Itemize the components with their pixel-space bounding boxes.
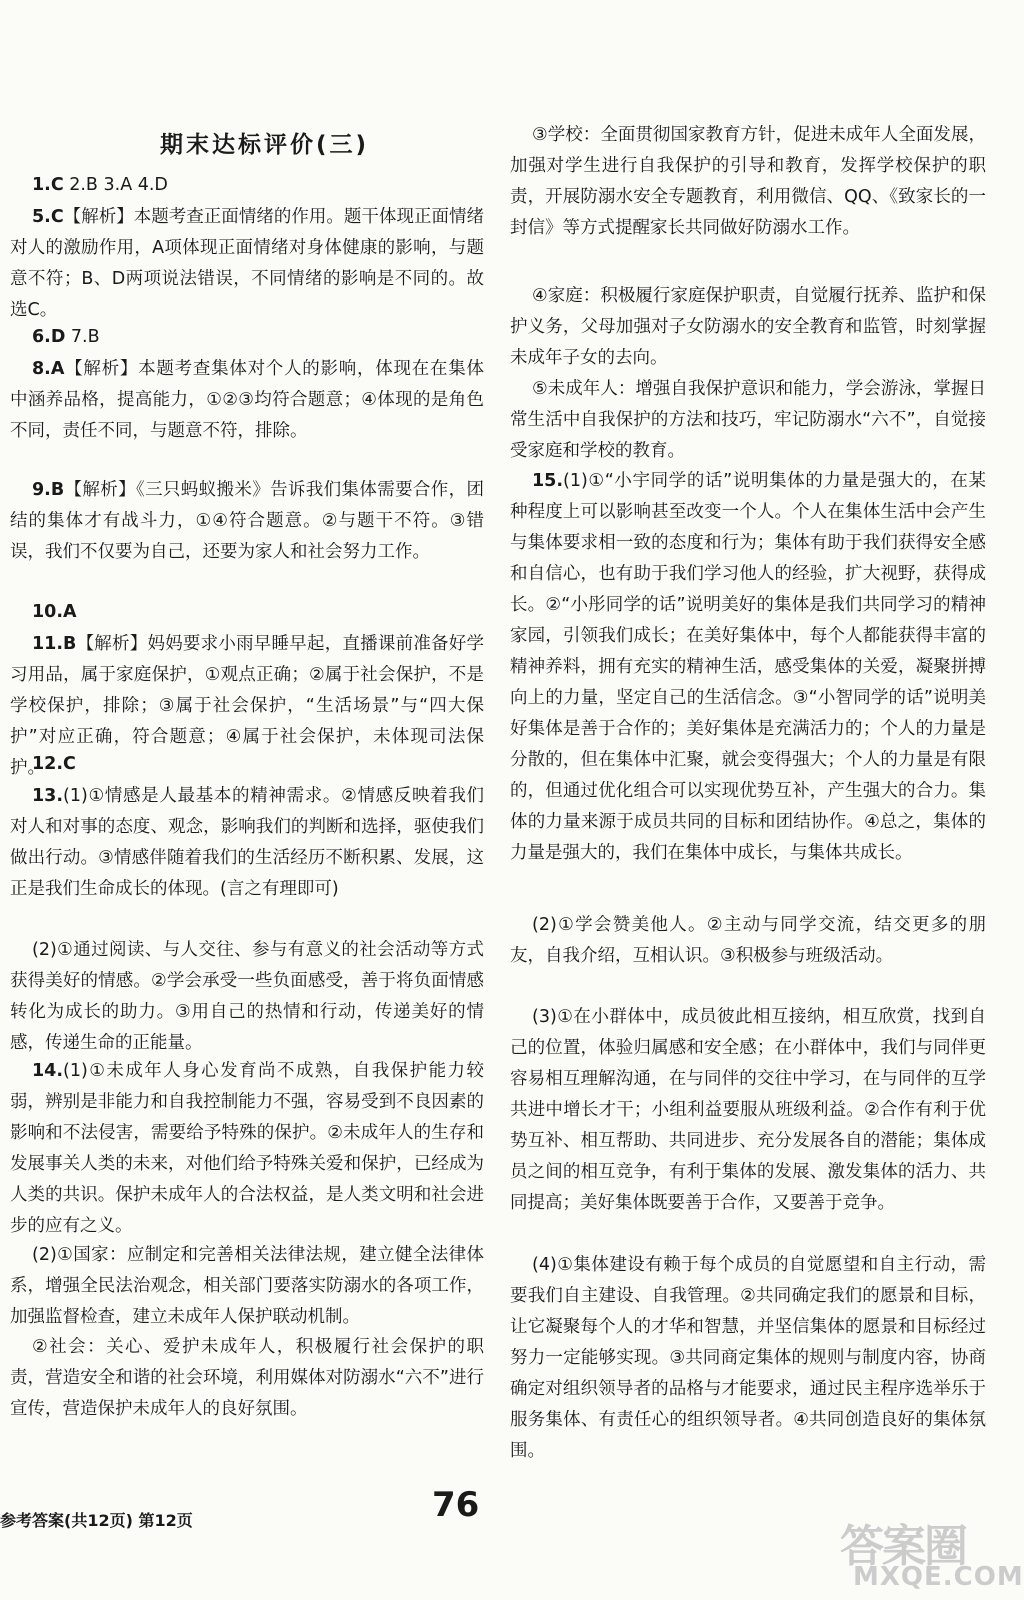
question-number: 9.B xyxy=(32,480,65,500)
answer-text: ④家庭：积极履行家庭保护职责，自觉履行抚养、监护和保护义务，父母加强对子女防溺水的安全教育和监管，时刻掌握未成年子女的去向。 xyxy=(510,286,986,368)
question-number: 13. xyxy=(32,786,64,806)
answer-paragraph xyxy=(10,1240,484,1333)
watermark-text: 答案圈 xyxy=(840,1521,966,1572)
answer-paragraph xyxy=(510,374,986,467)
answer-text: 2.B 3.A 4.D xyxy=(63,175,168,195)
answer-text: 【解析】妈妈要求小雨早睡早起，直播课前准备好学习用品，属于家庭保护，①观点正确；②属于社会保护，不是学校保护，排除；③属于社会保护，“生活场景”与“四大保护”对应正确，符合题意；④属于社会保护，未体现司法保护。 xyxy=(10,634,484,778)
page-number: 76 xyxy=(432,1485,480,1525)
answer-paragraph xyxy=(10,781,484,905)
answer-paragraph xyxy=(510,1002,986,1219)
answer-paragraph xyxy=(510,120,986,244)
watermark-url: MXQE.COM xyxy=(853,1562,1024,1592)
watermark-logo xyxy=(835,1510,1024,1595)
answer-paragraph xyxy=(10,475,484,568)
answer-text: (1)①情感是人最基本的精神需求。②情感反映着我们对人和对事的态度、观念，影响我们的判断和选择，驱使我们做出行动。③情感伴随着我们的生活经历不断积累、发展，这正是我们生命成长的体现。(言之有理即可) xyxy=(10,786,484,899)
answer-text: (1)①未成年人身心发育尚不成熟，自我保护能力较弱，辨别是非能力和自我控制能力不强，容易受到不良因素的影响和不法侵害，需要给予特殊的保护。②未成年人的生存和发展事关人类的未来，对他们给予特殊关爱和保护，已经成为人类的共识。保护未成年人的合法权益，是人类文明和社会进步的应有之义。 xyxy=(10,1061,484,1236)
answer-paragraph xyxy=(10,1332,484,1425)
answer-text: (2)①学会赞美他人。②主动与同学交流，结交更多的朋友，自我介绍，互相认识。③积极参与班级活动。 xyxy=(510,915,986,966)
question-number: 8.A xyxy=(32,359,65,379)
answer-paragraph xyxy=(10,597,484,628)
answer-paragraph xyxy=(10,170,484,201)
answer-paragraph xyxy=(10,749,484,780)
question-number: 6.D xyxy=(32,327,66,347)
answer-text: (2)①国家：应制定和完善相关法律法规，建立健全法律体系，增强全民法治观念，相关部门要落实防溺水的各项工作，加强监督检查，建立未成年人保护联动机制。 xyxy=(10,1245,484,1327)
answer-paragraph xyxy=(510,1250,986,1467)
question-number: 10.A xyxy=(32,602,77,622)
question-number: 14. xyxy=(32,1061,64,1081)
answer-text: ②社会：关心、爱护未成年人，积极履行社会保护的职责，营造安全和谐的社会环境，利用媒体对防溺水“六不”进行宣传，营造保护未成年人的良好氛围。 xyxy=(10,1337,484,1419)
answer-text: 【解析】本题考查正面情绪的作用。题干体现正面情绪对人的激励作用，A项体现正面情绪对身体健康的影响，与题意不符；B、D两项说法错误，不同情绪的影响是不同的。故选C。 xyxy=(10,207,484,320)
answer-text: ⑤未成年人：增强自我保护意识和能力，学会游泳，掌握日常生活中自我保护的方法和技巧，牢记防溺水“六不”，自觉接受家庭和学校的教育。 xyxy=(510,379,986,461)
answer-paragraph xyxy=(10,1056,484,1242)
answer-paragraph xyxy=(10,354,484,447)
answer-paragraph xyxy=(10,322,484,353)
answer-text: 【解析】《三只蚂蚁搬米》告诉我们集体需要合作，团结的集体才有战斗力，①④符合题意。②与题干不符。③错误，我们不仅要为自己，还要为家人和社会努力工作。 xyxy=(10,480,484,562)
answer-paragraph xyxy=(510,466,986,869)
footer-page-info: 参考答案(共12页) 第12页 xyxy=(0,1511,193,1530)
answer-paragraph xyxy=(10,935,484,1059)
answer-text: (1)①“小宇同学的话”说明集体的力量是强大的，在某种程度上可以影响甚至改变一个人。个人在集体生活中会产生与集体要求相一致的态度和行为；集体有助于我们获得安全感和自信心，也有助于我们学习他人的经验，扩大视野，获得成长。②“小彤同学的话”说明美好的集体是我们共同学习的精神家园，引领我们成长；在美好集体中，每个人都能获得丰富的精神养料，拥有充实的精神生活，感受集体的关爱，凝聚拼搏向上的力量，坚定自己的生活信念。③“小智同学的话”说明美好集体是善于合作的；美好集体是充满活力的；个人的力量是分散的，但在集体中汇聚，就会变得强大；个人的力量是有限的，但通过优化组合可以实现优势互补，产生强大的合力。集体的力量来源于成员共同的目标和团结协作。④总之，集体的力量是强大的，我们在集体中成长，与集体共成长。 xyxy=(510,471,986,863)
question-number: 5.C xyxy=(32,207,64,227)
answer-paragraph xyxy=(510,281,986,374)
answer-text: 【解析】本题考查集体对个人的影响，体现在在集体中涵养品格，提高能力，①②③均符合题意；④体现的是角色不同，责任不同，与题意不符，排除。 xyxy=(10,359,484,441)
question-number: 15. xyxy=(532,471,564,491)
answer-text: (2)①通过阅读、与人交往、参与有意义的社会活动等方式获得美好的情感。②学会承受一些负面感受，善于将负面情感转化为成长的助力。③用自己的热情和行动，传递美好的情感，传递生命的正能量。 xyxy=(10,940,484,1053)
question-number: 12.C xyxy=(32,754,76,774)
page-title: 期末达标评价(三) xyxy=(160,132,370,158)
answer-text: (3)①在小群体中，成员彼此相互接纳，相互欣赏，找到自己的位置，体验归属感和安全感；在小群体中，我们与同伴更容易相互理解沟通，在与同伴的交往中学习，在与同伴的互学共进中增长才干；小组利益要服从班级利益。②合作有利于优势互补、相互帮助、共同进步、充分发展各自的潜能；集体成员之间的相互竞争，有利于集体的发展、激发集体的活力、共同提高；美好集体既要善于合作，又要善于竞争。 xyxy=(510,1007,986,1213)
answer-paragraph xyxy=(10,202,484,326)
question-number: 11.B xyxy=(32,634,77,654)
answer-text: ③学校：全面贯彻国家教育方针，促进未成年人全面发展，加强对学生进行自我保护的引导和教育，发挥学校保护的职责，开展防溺水安全专题教育，利用微信、QQ、《致家长的一封信》等方式提醒家长共同做好防溺水工作。 xyxy=(510,125,986,238)
question-number: 1.C xyxy=(32,175,64,195)
answer-text: (4)①集体建设有赖于每个成员的自觉愿望和自主行动，需要我们自主建设、自我管理。②共同确定我们的愿景和目标，让它凝聚每个人的才华和智慧，并坚信集体的愿景和目标经过努力一定能够实现。③共同商定集体的规则与制度内容，协商确定对组织领导者的品格与才能要求，通过民主程序选举乐于服务集体、有责任心的组织领导者。④共同创造良好的集体氛围。 xyxy=(510,1255,986,1461)
answer-text: 7.B xyxy=(65,327,100,347)
answer-paragraph xyxy=(510,910,986,972)
